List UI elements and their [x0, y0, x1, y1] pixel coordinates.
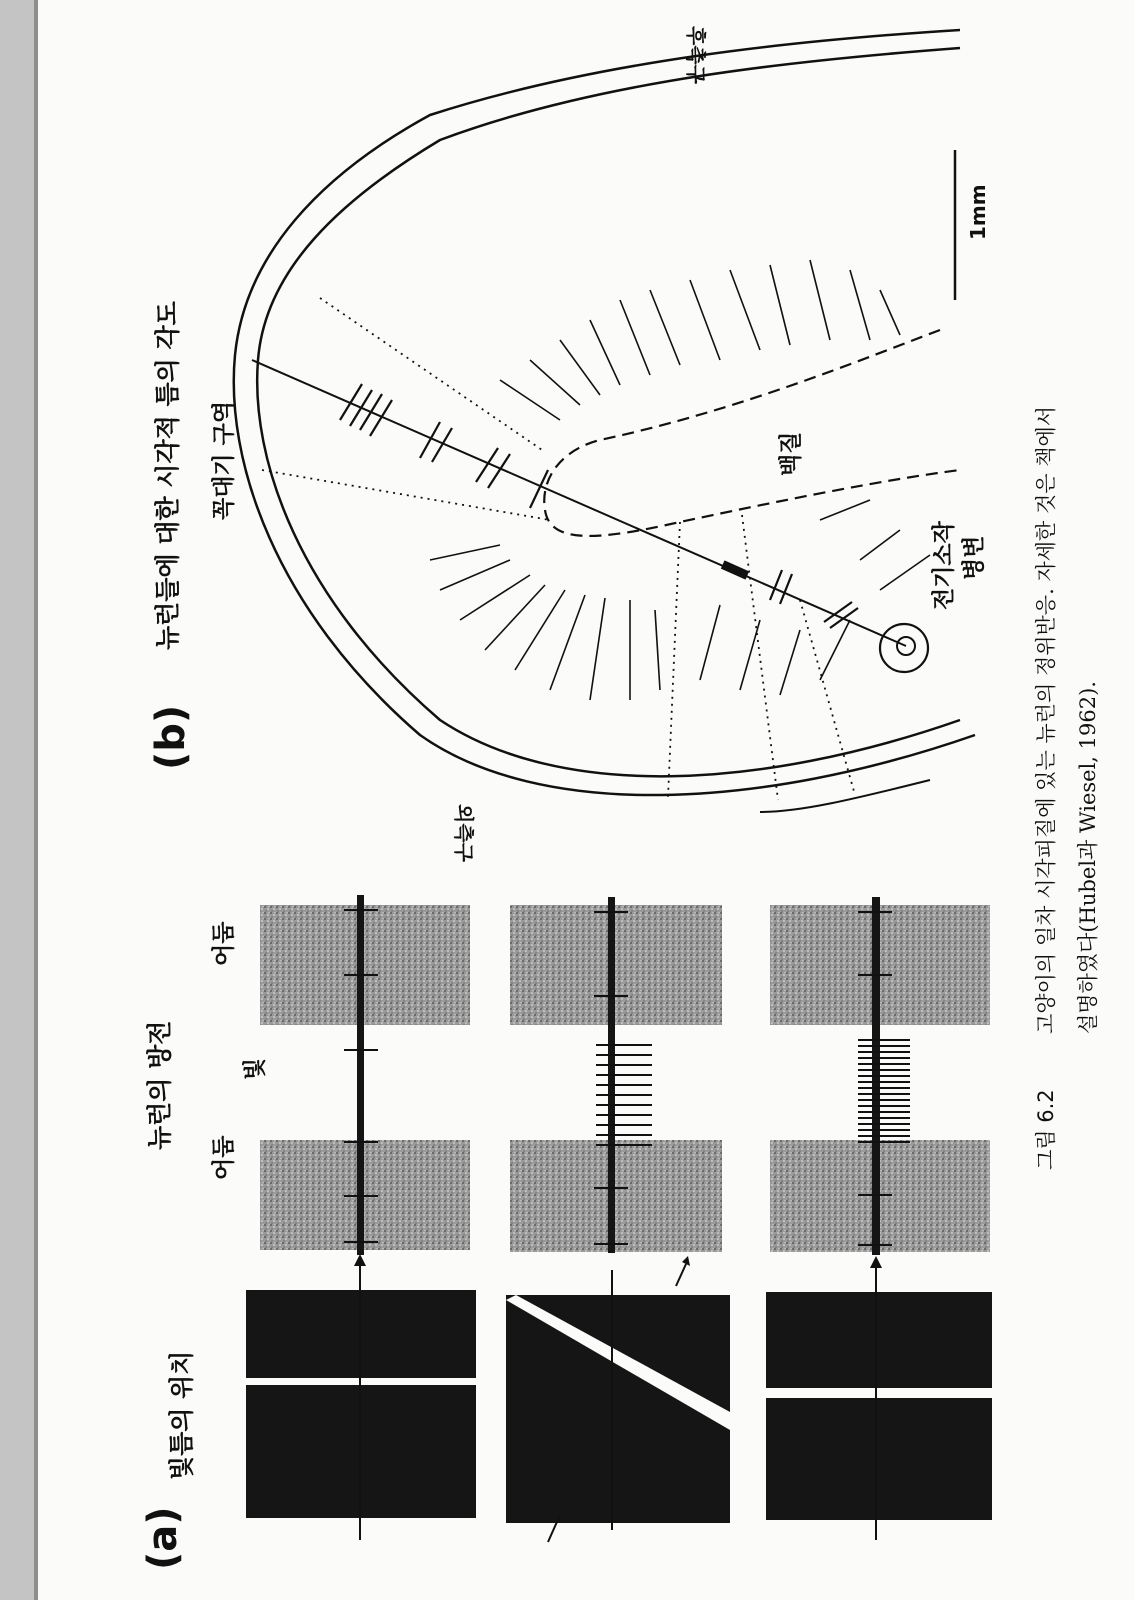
lesion-label-line1: 전기소작 — [931, 521, 957, 610]
cortex-outline — [234, 30, 975, 812]
response-row-3 — [770, 897, 990, 1255]
electrode-track — [252, 360, 928, 672]
light-label: 빛 — [242, 1057, 268, 1080]
panel-a-letter: (a) — [140, 1506, 186, 1570]
caption-line-1: 고양이의 일차 시각피질에 있는 뉴런의 정위반응. 자세한 것은 책에서 — [1034, 405, 1058, 1034]
fiber-lines — [430, 260, 930, 700]
white-matter-label: 백질 — [778, 431, 804, 476]
apex-area-label: 꼭대기 구역 — [211, 400, 237, 520]
stimulus-3 — [766, 1256, 992, 1540]
area-borders — [262, 298, 855, 800]
caption-line-2: 설명하였다(Hubel과 Wiesel, 1962). — [1076, 681, 1100, 1034]
lateral-sulcus-label: 외측구 — [452, 804, 476, 862]
dark-label-left: 어둠 — [211, 1135, 237, 1180]
lesion-label-line2: 병변 — [961, 535, 987, 580]
stimulus-1 — [246, 1254, 476, 1540]
posterior-sulcus-label: 후측구 — [684, 26, 708, 84]
panel-b-title: 뉴런들에 대한 시각적 틈의 각도 — [153, 301, 182, 650]
stimulus-2 — [506, 1256, 730, 1542]
figure-number: 그림 6.2 — [1034, 1089, 1058, 1170]
panel-b-letter: (b) — [148, 704, 194, 770]
slit-position-heading: 빛틈의 위치 — [167, 1350, 196, 1480]
discharge-heading: 뉴런의 방전 — [145, 1020, 174, 1150]
dark-label-right: 어둠 — [211, 921, 237, 966]
response-row-2 — [510, 897, 722, 1253]
white-matter-boundary — [544, 330, 960, 536]
scale-bar-label: 1mm — [966, 184, 990, 240]
response-row-1 — [260, 895, 470, 1255]
